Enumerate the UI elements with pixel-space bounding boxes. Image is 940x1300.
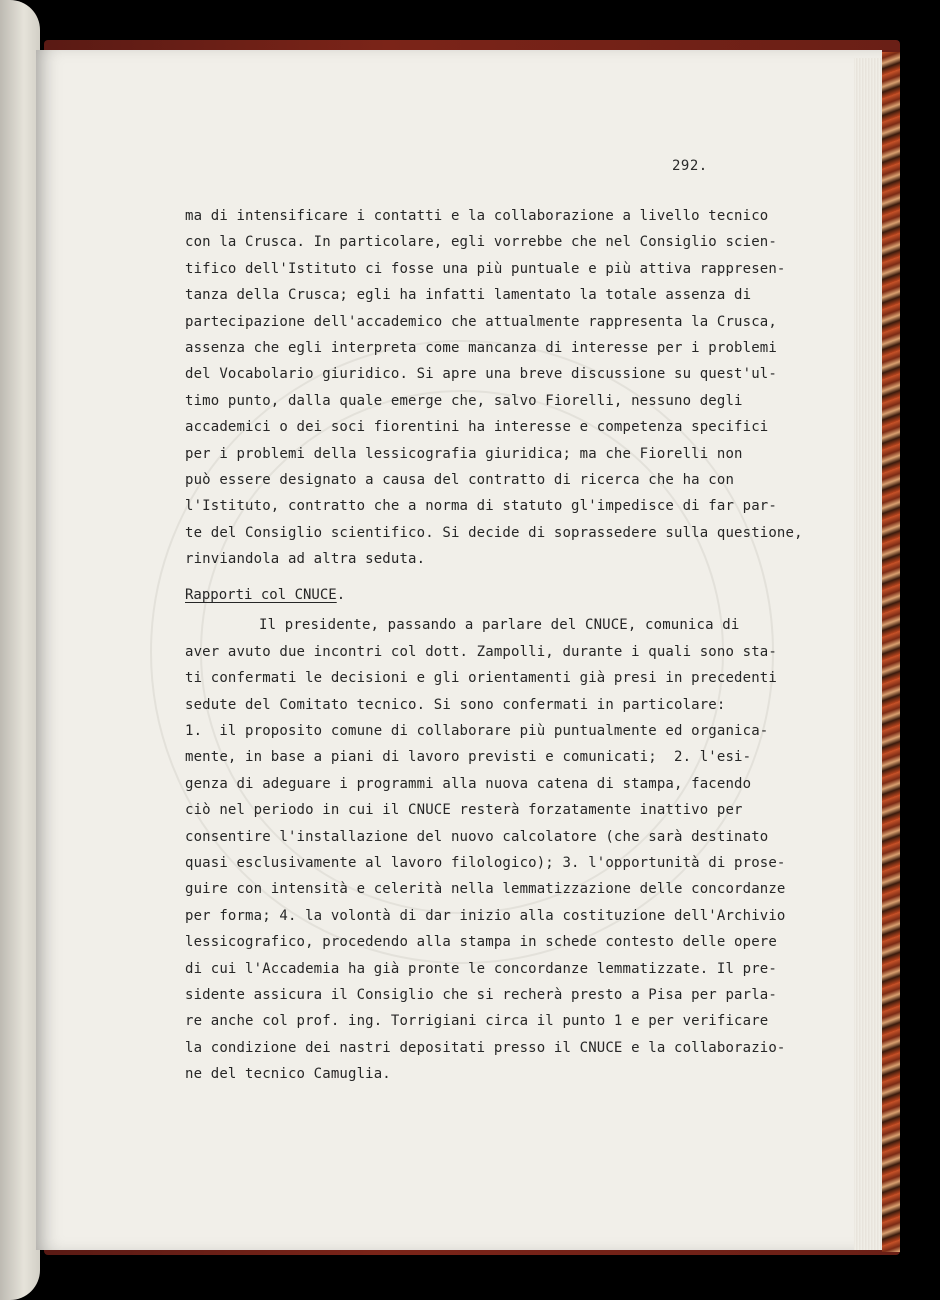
text-line: ti confermati le decisioni e gli orientamenti già presi in precedenti xyxy=(185,670,777,687)
text-line: sedute del Comitato tecnico. Si sono confermati in particolare: xyxy=(185,696,726,713)
text-line: Il presidente, passando a parlare del CNUCE, comunica di xyxy=(259,617,740,634)
text-line: mente, in base a piani di lavoro previsti e comunicati; 2. l'esi- xyxy=(185,749,752,766)
text-line: assenza che egli interpreta come mancanza di interesse per i problemi xyxy=(185,339,777,356)
text-line: tifico dell'Istituto ci fosse una più puntuale e più attiva rappresen- xyxy=(185,260,786,277)
text-line: guire con intensità e celerità nella lemmatizzazione delle concordanze xyxy=(185,881,786,898)
page-number: 292. xyxy=(672,158,708,174)
text-line: ciò nel periodo in cui il CNUCE resterà forzatamente inattivo per xyxy=(185,802,743,819)
page-stack-edge xyxy=(854,58,882,1250)
text-line: per i problemi della lessicografia giuridica; ma che Fiorelli non xyxy=(185,445,743,462)
paragraph-1 xyxy=(185,203,803,572)
text-line: la condizione dei nastri depositati presso il CNUCE e la collaborazio- xyxy=(185,1039,786,1056)
text-line: ne del tecnico Camuglia. xyxy=(185,1066,391,1083)
text-line: accademici o dei soci fiorentini ha interesse e competenza specifici xyxy=(185,419,769,436)
section-heading xyxy=(185,578,730,612)
marbled-page-edge xyxy=(882,52,900,1252)
paragraph-2 xyxy=(185,612,786,1087)
text-line: con la Crusca. In particolare, egli vorrebbe che nel Consiglio scien- xyxy=(185,234,777,251)
text-line: per forma; 4. la volontà di dar inizio alla costituzione dell'Archivio xyxy=(185,907,786,924)
text-line: aver avuto due incontri col dott. Zampolli, durante i quali sono sta- xyxy=(185,643,777,660)
text-line: lessicografico, procedendo alla stampa in schede contesto delle opere xyxy=(185,934,777,951)
text-line: del Vocabolario giuridico. Si apre una breve discussione su quest'ul- xyxy=(185,366,777,383)
text-line: timo punto, dalla quale emerge che, salvo Fiorelli, nessuno degli xyxy=(185,392,743,409)
text-line: consentire l'installazione del nuovo calcolatore (che sarà destinato xyxy=(185,828,769,845)
section-heading-period: . xyxy=(336,587,346,604)
text-line: 1. il proposito comune di collaborare più puntualmente ed organica- xyxy=(185,723,769,740)
text-line: ma di intensificare i contatti e la collaborazione a livello tecnico xyxy=(185,208,769,224)
text-line: te del Consiglio scientifico. Si decide di soprassedere sulla questione, xyxy=(185,524,803,541)
text-line: sidente assicura il Consiglio che si recherà presto a Pisa per parla- xyxy=(185,986,777,1003)
text-line: partecipazione dell'accademico che attualmente rappresenta la Crusca, xyxy=(185,313,777,330)
facing-page-curl xyxy=(0,0,40,1300)
document-body xyxy=(185,203,803,1088)
text-line: di cui l'Accademia ha già pronte le concordanze lemmatizzate. Il pre- xyxy=(185,960,777,977)
text-line: rinviandola ad altra seduta. xyxy=(185,551,426,568)
text-line: quasi esclusivamente al lavoro filologico); 3. l'opportunità di prose- xyxy=(185,854,786,871)
section-heading-text: Rapporti col CNUCE xyxy=(185,587,337,604)
text-line: genza di adeguare i programmi alla nuova catena di stampa, facendo xyxy=(185,775,752,792)
text-line: l'Istituto, contratto che a norma di statuto gl'impedisce di far par- xyxy=(185,498,777,515)
text-line: re anche col prof. ing. Torrigiani circa il punto 1 e per verificare xyxy=(185,1013,769,1030)
text-line: tanza della Crusca; egli ha infatti lamentato la totale assenza di xyxy=(185,287,752,304)
text-line: può essere designato a causa del contratto di ricerca che ha con xyxy=(185,471,735,488)
